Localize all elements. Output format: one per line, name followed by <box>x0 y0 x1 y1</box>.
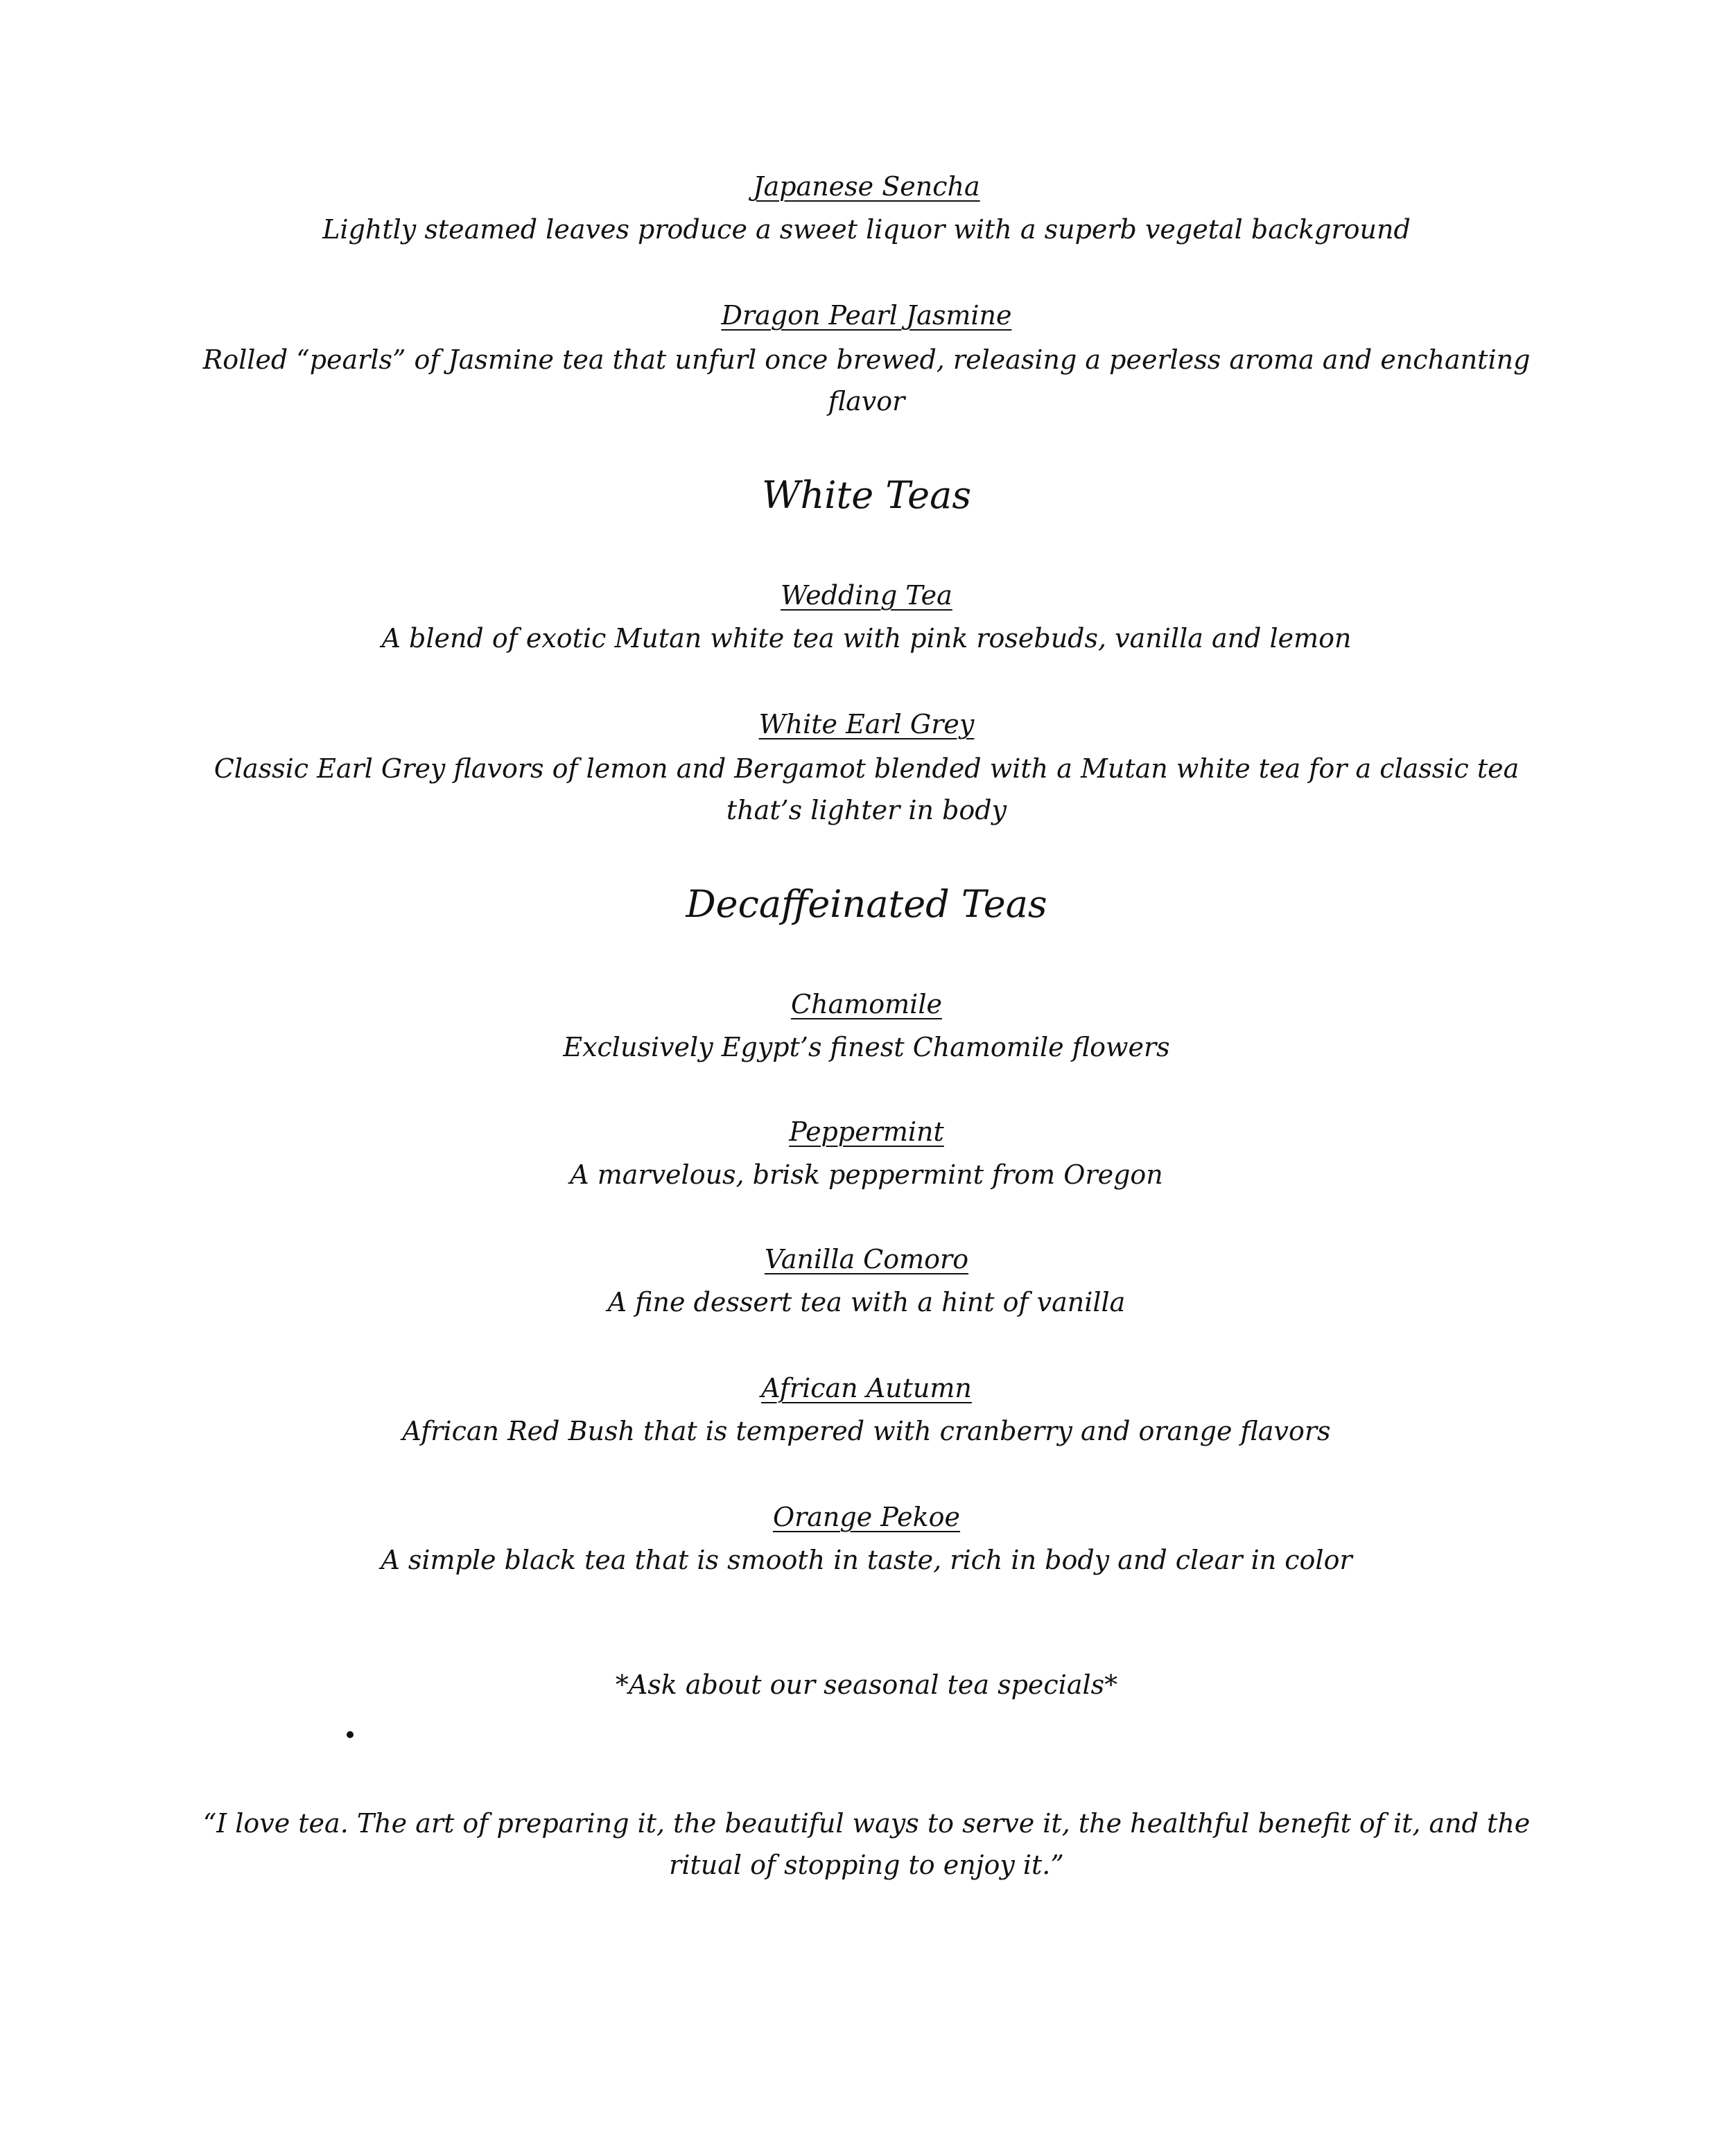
scan-speck <box>347 1731 354 1738</box>
tea-name-peppermint: Peppermint <box>789 1116 944 1147</box>
seasonal-specials-note: *Ask about our seasonal tea specials* <box>615 1669 1118 1700</box>
tea-description-vanilla-comoro: A fine dessert tea with a hint of vanilla <box>607 1287 1126 1317</box>
tea-description-chamomile: Exclusively Egypt’s finest Chamomile flowers <box>563 1032 1170 1062</box>
tea-description-orange-pekoe: A simple black tea that is smooth in taste, rich in body and clear in color <box>381 1545 1352 1575</box>
section-heading-decaffeinated-teas: Decaffeinated Teas <box>686 882 1047 926</box>
tea-quote-line-2: ritual of stopping to enjoy it.” <box>669 1850 1064 1880</box>
tea-description-dragon-pearl-jasmine: Rolled “pearls” of Jasmine tea that unfurl once brewed, releasing a peerless aroma and enchanting <box>202 344 1531 375</box>
tea-name-dragon-pearl-jasmine: Dragon Pearl Jasmine <box>721 300 1012 331</box>
tea-name-orange-pekoe: Orange Pekoe <box>772 1502 961 1532</box>
tea-description-white-earl-grey-cont: that’s lighter in body <box>726 795 1007 825</box>
tea-name-wedding-tea: Wedding Tea <box>781 580 952 611</box>
tea-description-dragon-pearl-jasmine-cont: flavor <box>828 386 905 417</box>
tea-description-african-autumn: African Red Bush that is tempered with cranberry and orange flavors <box>402 1416 1331 1446</box>
tea-description-white-earl-grey: Classic Earl Grey flavors of lemon and Bergamot blended with a Mutan white tea for a classic tea <box>214 753 1519 784</box>
tea-quote-line-1: “I love tea. The art of preparing it, the beautiful ways to serve it, the healthful benefit of it, and the <box>202 1808 1531 1839</box>
tea-name-japanese-sencha: Japanese Sencha <box>753 171 980 202</box>
tea-description-wedding-tea: A blend of exotic Mutan white tea with pink rosebuds, vanilla and lemon <box>381 623 1352 654</box>
tea-description-japanese-sencha: Lightly steamed leaves produce a sweet liquor with a superb vegetal background <box>322 214 1411 245</box>
section-heading-white-teas: White Teas <box>761 473 972 517</box>
tea-name-vanilla-comoro: Vanilla Comoro <box>764 1244 969 1274</box>
tea-description-peppermint: A marvelous, brisk peppermint from Oregon <box>570 1159 1163 1190</box>
tea-name-chamomile: Chamomile <box>791 989 942 1019</box>
tea-name-african-autumn: African Autumn <box>761 1373 972 1403</box>
tea-name-white-earl-grey: White Earl Grey <box>758 709 975 739</box>
